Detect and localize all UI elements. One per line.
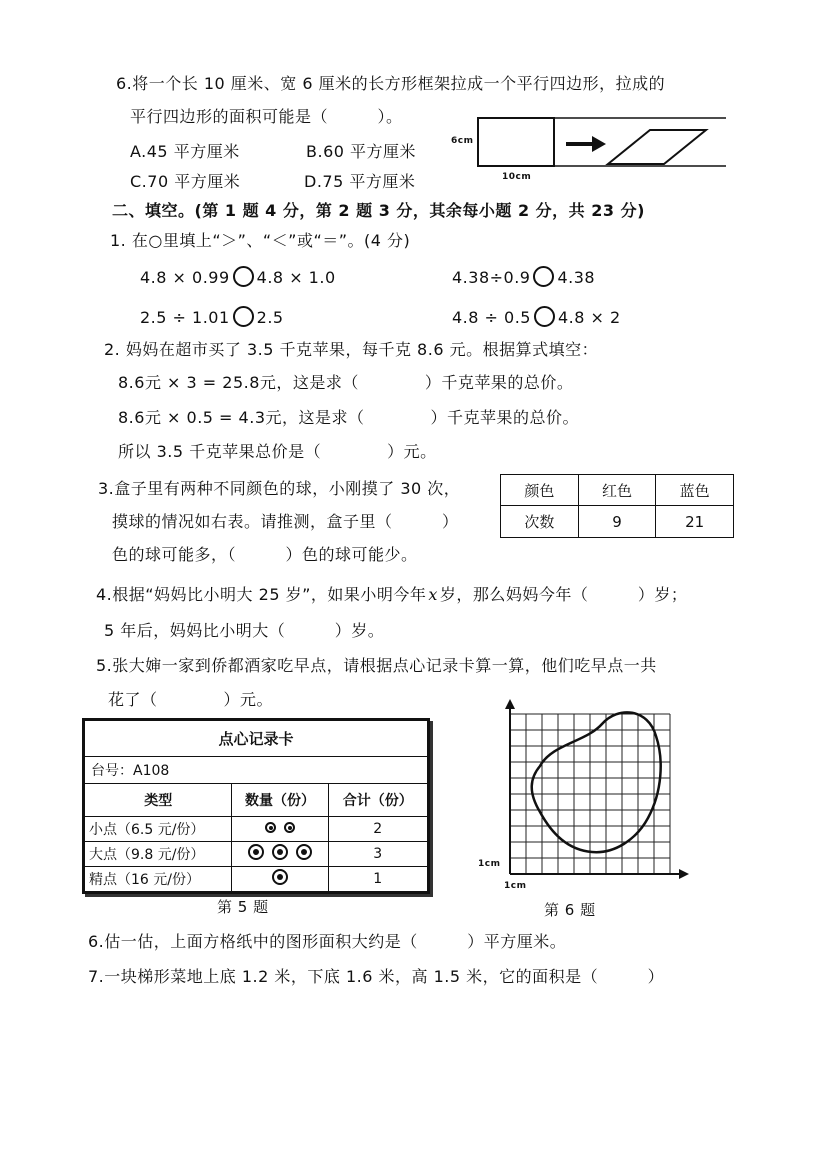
quantity-marks — [232, 817, 328, 842]
header-color: 颜色 — [501, 475, 579, 506]
rectangle-frame — [478, 118, 554, 166]
parallelogram-frame — [608, 130, 706, 164]
variable-x: x — [428, 585, 438, 604]
q3-line1: 3.盒子里有两种不同颜色的球，小刚摸了 30 次， — [98, 479, 461, 498]
q5-line2: 花了（ ）元。 — [108, 690, 274, 709]
expr2-right: 4.38 — [557, 268, 596, 287]
irregular-shape — [532, 712, 661, 852]
q1-expression-4 — [452, 306, 621, 327]
q2-stem: 2. 妈妈在超市买了 3.5 千克苹果，每千克 8.6 元。根据算式填空： — [104, 340, 599, 359]
q6-option-a: A.45 平方厘米 — [130, 142, 240, 161]
row-total: 2 — [328, 817, 427, 842]
header-type: 类型 — [85, 784, 232, 817]
small-dot-icon — [265, 822, 276, 833]
q6-choice-line2: 平行四边形的面积可能是（ ）。 — [130, 107, 403, 126]
table-row — [501, 506, 734, 538]
quantity-marks — [232, 867, 328, 892]
table-row — [85, 867, 428, 892]
row-type: 小点（6.5 元/份） — [85, 817, 232, 842]
expr1-right: 4.8 × 1.0 — [256, 268, 336, 287]
large-dot-icon — [272, 869, 288, 885]
figure-height-label: 6cm — [451, 136, 474, 146]
record-card-table — [84, 720, 428, 892]
row-type: 大点（9.8 元/份） — [85, 842, 232, 867]
q3-line2: 摸球的情况如右表。请推测，盒子里（ ） — [112, 512, 459, 531]
table-row — [85, 842, 428, 867]
q4-line1 — [96, 587, 687, 603]
q2-line1: 8.6元 × 3 = 25.8元，这是求（ ）千克苹果的总价。 — [118, 373, 574, 392]
large-dot-icon — [248, 844, 264, 860]
card-title: 点心记录卡 — [85, 721, 428, 757]
y-axis-arrow-icon — [505, 699, 515, 709]
header-red: 红色 — [578, 475, 656, 506]
q2-line2: 8.6元 × 0.5 = 4.3元，这是求（ ）千克苹果的总价。 — [118, 408, 579, 427]
x-axis-arrow-icon — [679, 869, 689, 879]
blank-circle[interactable] — [233, 306, 254, 327]
expr4-left: 4.8 ÷ 0.5 — [452, 308, 531, 327]
q6-option-d: D.75 平方厘米 — [304, 172, 416, 191]
table-row — [85, 817, 428, 842]
expr2-left: 4.38÷0.9 — [452, 268, 531, 287]
small-dot-icon — [284, 822, 295, 833]
row-total: 3 — [328, 842, 427, 867]
grid-x-unit: 1cm — [504, 881, 527, 891]
q6-caption: 第 6 题 — [544, 901, 596, 919]
q5-line1: 5.张大婶一家到侨都酒家吃早点，请根据点心记录卡算一算，他们吃早点一共 — [96, 656, 657, 675]
blank-circle[interactable] — [233, 266, 254, 287]
arrow-right-icon — [566, 136, 606, 152]
q6-option-b: B.60 平方厘米 — [306, 142, 417, 161]
expr3-right: 2.5 — [256, 308, 284, 327]
red-count: 9 — [578, 506, 656, 538]
blank-circle[interactable] — [534, 306, 555, 327]
header-quantity: 数量（份） — [232, 784, 328, 817]
expr3-left: 2.5 ÷ 1.01 — [140, 308, 230, 327]
header-total: 合计（份） — [328, 784, 427, 817]
blank-circle[interactable] — [533, 266, 554, 287]
large-dot-icon — [296, 844, 312, 860]
row-type: 精点（16 元/份） — [85, 867, 232, 892]
q6-choice-line1: 6.将一个长 10 厘米、宽 6 厘米的长方形框架拉成一个平行四边形，拉成的 — [116, 74, 666, 93]
quantity-marks — [232, 842, 328, 867]
grid-paper-figure — [490, 698, 690, 890]
q4-line1-post: 岁，那么妈妈今年（ ）岁； — [439, 585, 688, 604]
q3-line3: 色的球可能多，（ ）色的球可能少。 — [112, 545, 418, 564]
blue-count: 21 — [656, 506, 734, 538]
q2-line3: 所以 3.5 千克苹果总价是（ ）元。 — [118, 442, 437, 461]
grid-y-unit: 1cm — [478, 859, 501, 869]
expr1-left: 4.8 × 0.99 — [140, 268, 230, 287]
dim-sum-record-card — [82, 718, 430, 894]
q4-line1-pre: 4.根据“妈妈比小明大 25 岁”，如果小明今年 — [96, 585, 427, 604]
rectangle-to-parallelogram-figure — [440, 110, 730, 186]
q1-expression-2 — [452, 266, 595, 287]
q5-caption: 第 5 题 — [217, 898, 269, 916]
figure-width-label: 10cm — [502, 172, 532, 182]
row-count-label: 次数 — [501, 506, 579, 538]
large-dot-icon — [272, 844, 288, 860]
section2-heading: 二、填空。(第 1 题 4 分，第 2 题 3 分，其余每小题 2 分，共 23 分) — [112, 201, 645, 220]
header-blue: 蓝色 — [656, 475, 734, 506]
q6-estimate-text: 6.估一估，上面方格纸中的图形面积大约是（ ）平方厘米。 — [88, 932, 567, 951]
q1-expression-3 — [140, 306, 284, 327]
q1-stem: 1. 在○里填上“＞”、“＜”或“＝”。(4 分) — [110, 231, 411, 250]
table-row — [501, 475, 734, 506]
row-total: 1 — [328, 867, 427, 892]
expr4-right: 4.8 × 2 — [557, 308, 621, 327]
q4-line2: 5 年后，妈妈比小明大（ ）岁。 — [104, 621, 385, 640]
ball-draw-table — [500, 474, 734, 538]
grid-lines — [510, 714, 670, 874]
q7-text: 7.一块梯形菜地上底 1.2 米，下底 1.6 米，高 1.5 米，它的面积是（ ） — [88, 967, 665, 986]
q1-expression-1 — [140, 266, 336, 287]
table-number: 台号：A108 — [85, 757, 428, 784]
q6-option-c: C.70 平方厘米 — [130, 172, 241, 191]
